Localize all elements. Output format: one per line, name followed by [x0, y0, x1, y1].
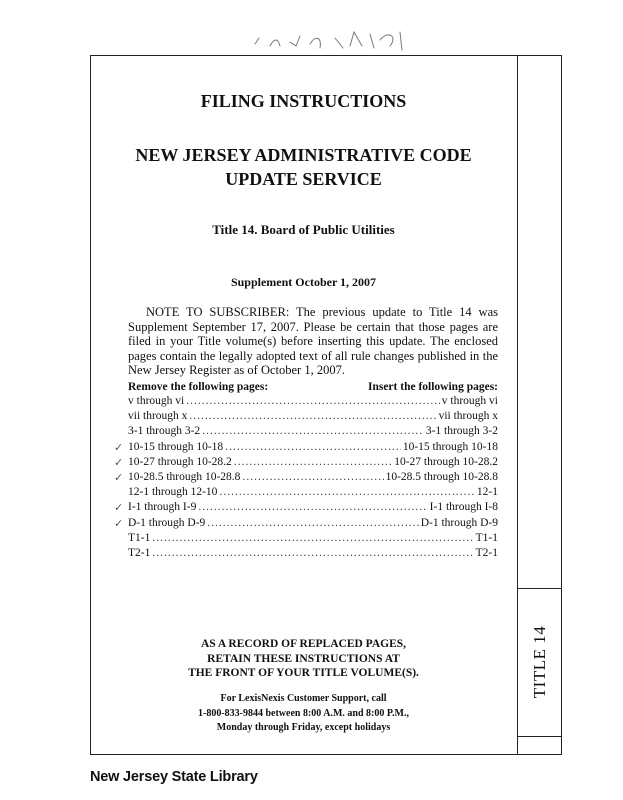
leader-dots: [189, 410, 436, 422]
spine-tab-top-line: [517, 588, 562, 589]
page-list: [114, 395, 498, 562]
insert-pages: vii through x: [438, 410, 498, 423]
support-line: Monday through Friday, except holidays: [216, 722, 391, 733]
insert-pages: 3-1 through 3-2: [425, 425, 498, 438]
code-title-line2: UPDATE SERVICE: [225, 169, 382, 189]
record-line: THE FRONT OF YOUR TITLE VOLUME(S).: [188, 667, 419, 679]
remove-pages: D-1 through D-9: [128, 516, 206, 529]
page-row: [128, 410, 498, 425]
check-mark-icon: ✓: [114, 471, 124, 484]
handwritten-scribble: [250, 24, 430, 54]
check-mark-icon: ✓: [114, 502, 124, 515]
code-title-line1: NEW JERSEY ADMINISTRATIVE CODE: [135, 145, 472, 165]
remove-pages: 10-15 through 10-18: [128, 440, 224, 453]
remove-pages: vii through x: [128, 410, 188, 423]
support-line: 1-800-833-9844 between 8:00 A.M. and 8:00 P.M.,: [197, 707, 409, 719]
page-row: [114, 501, 498, 516]
page-row: [128, 532, 498, 547]
leader-dots: [234, 456, 392, 468]
insert-pages: 10-27 through 10-28.2: [394, 455, 498, 468]
insert-pages-header: Insert the following pages:: [367, 381, 498, 393]
check-mark-icon: ✓: [114, 517, 124, 530]
insert-pages: T1-1: [475, 531, 498, 544]
spine-divider: [517, 55, 518, 755]
remove-pages: 10-28.5 through 10-28.8: [128, 470, 241, 483]
remove-pages: I-1 through I-9: [128, 501, 197, 514]
insert-pages: I-1 through I-8: [429, 501, 498, 514]
spine-label: TITLE 14: [530, 625, 549, 699]
page-row: [128, 425, 498, 440]
leader-dots: [186, 395, 440, 407]
check-mark-icon: ✓: [114, 441, 124, 454]
remove-pages: v through vi: [128, 395, 185, 407]
spine-tab-bottom-line: [517, 736, 562, 737]
page-row: [128, 486, 498, 501]
insert-pages: 12-1: [476, 486, 498, 499]
remove-pages: 3-1 through 3-2: [128, 425, 201, 438]
remove-pages-header: Remove the following pages:: [128, 381, 269, 393]
insert-pages: T2-1: [475, 546, 498, 559]
insert-pages: 10-15 through 10-18: [402, 440, 498, 453]
page-row: [114, 516, 498, 532]
leader-dots: [152, 532, 473, 544]
page-row: [128, 395, 498, 410]
subscriber-note-text: NOTE TO SUBSCRIBER: The previous update to Title 14 was Supplement September 17, 2007. Please be certain that those pages are filed in your Title volume(s) before inserting this update. The enclosed pages contain the legally adopted text of all rule changes published in the New Jersey Register as of October 1, 2007.: [128, 305, 498, 378]
filing-instructions-heading: FILING INSTRUCTIONS: [200, 91, 407, 111]
leader-dots: [198, 501, 427, 513]
record-instructions: [90, 637, 517, 681]
record-line: RETAIN THESE INSTRUCTIONS AT: [207, 652, 400, 665]
remove-pages: T1-1: [128, 531, 151, 544]
insert-pages: D-1 through D-9: [420, 516, 498, 529]
page-row: [114, 455, 498, 471]
record-line: AS A RECORD OF REPLACED PAGES,: [200, 638, 407, 650]
leader-dots: [225, 441, 401, 453]
leader-dots: [219, 486, 474, 498]
page-row: [128, 547, 498, 562]
title-name: Title 14. Board of Public Utilities: [212, 222, 395, 237]
page-row: [114, 440, 498, 456]
library-footer: New Jersey State Library: [90, 769, 258, 785]
code-title: [90, 143, 517, 191]
insert-pages: 10-28.5 through 10-28.8: [385, 470, 498, 483]
leader-dots: [242, 471, 383, 483]
leader-dots: [207, 517, 418, 529]
leader-dots: [152, 547, 473, 559]
remove-pages: 10-27 through 10-28.2: [128, 455, 232, 468]
customer-support: [90, 692, 517, 736]
leader-dots: [202, 425, 424, 437]
insert-pages: v through vi: [441, 395, 498, 407]
remove-pages: T2-1: [128, 546, 151, 559]
remove-pages: 12-1 through 12-10: [128, 486, 218, 499]
support-line: For LexisNexis Customer Support, call: [220, 693, 387, 704]
check-mark-icon: ✓: [114, 456, 124, 469]
subscriber-note: [128, 305, 498, 378]
page-row: [114, 470, 498, 486]
supplement-date: Supplement October 1, 2007: [230, 275, 377, 289]
